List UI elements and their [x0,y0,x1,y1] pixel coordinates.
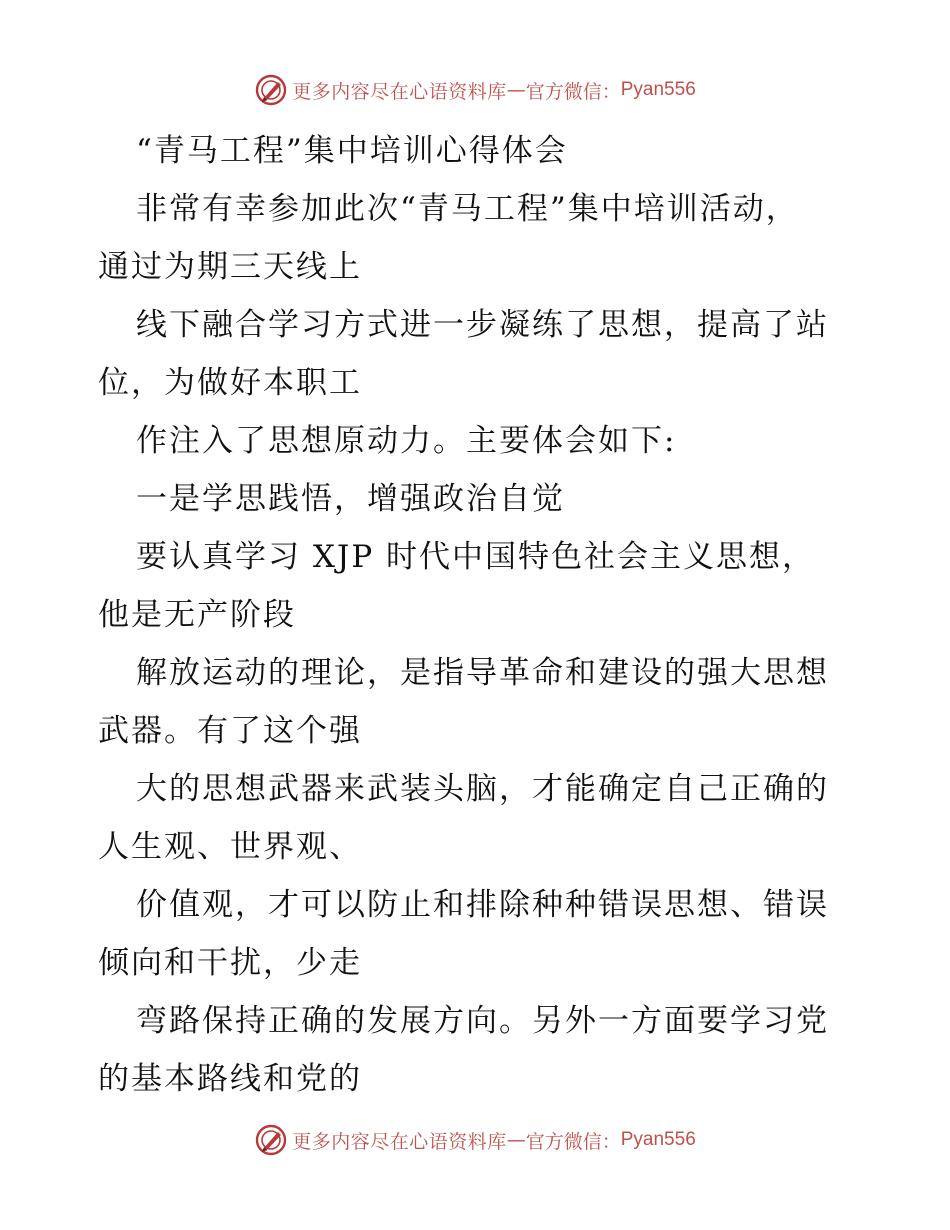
text-line: 他是无产阶段 [98,597,296,633]
watermark-wechat-id: Pyan556 [620,1129,696,1150]
section-heading: 一是学思践悟，增强政治自觉 [136,481,565,517]
text-line: 作注入了思想原动力。主要体会如下: [136,423,677,459]
text-line: 人生观、世界观、 [98,829,362,865]
text-line: 弯路保持正确的发展方向。另外一方面要学习党 [136,1003,829,1039]
watermark-wechat-id: Pyan556 [620,79,696,100]
text-line: 解放运动的理论，是指导革命和建设的强大思想 [136,655,829,691]
text-line: 位，为做好本职工 [98,365,362,401]
document-title: “青马工程”集中培训心得体会 [136,133,568,169]
text-line: 价值观，才可以防止和排除种种错误思想、错误 [136,887,829,923]
footer-watermark [0,1120,950,1160]
text-line: 要认真学习 XJP 时代中国特色社会主义思想， [136,539,816,575]
text-line: 的基本路线和党的 [98,1061,362,1097]
text-line: 倾向和干扰，少走 [98,945,362,981]
watermark-site-text: 更多内容尽在心语资料库 [292,80,507,103]
watermark-official-label: 官方微信： [525,1130,621,1153]
header-watermark [0,70,950,110]
text-line: 线下融合学习方式进一步凝练了思想，提高了站 [136,307,829,343]
text-line: 武器。有了这个强 [98,713,362,749]
pen-logo-icon [254,73,288,107]
watermark-official-label: 官方微信： [525,80,621,103]
watermark-site-text: 更多内容尽在心语资料库 [292,1130,507,1153]
text-line: 通过为期三天线上 [98,249,362,285]
watermark-separator: — [506,1129,526,1151]
watermark-separator: — [506,79,526,101]
pen-logo-icon [254,1123,288,1157]
text-line: 非常有幸参加此次“青马工程”集中培训活动， [136,191,799,227]
document-body [98,122,858,1108]
text-line: 大的思想武器来武装头脑，才能确定自己正确的 [136,771,829,807]
